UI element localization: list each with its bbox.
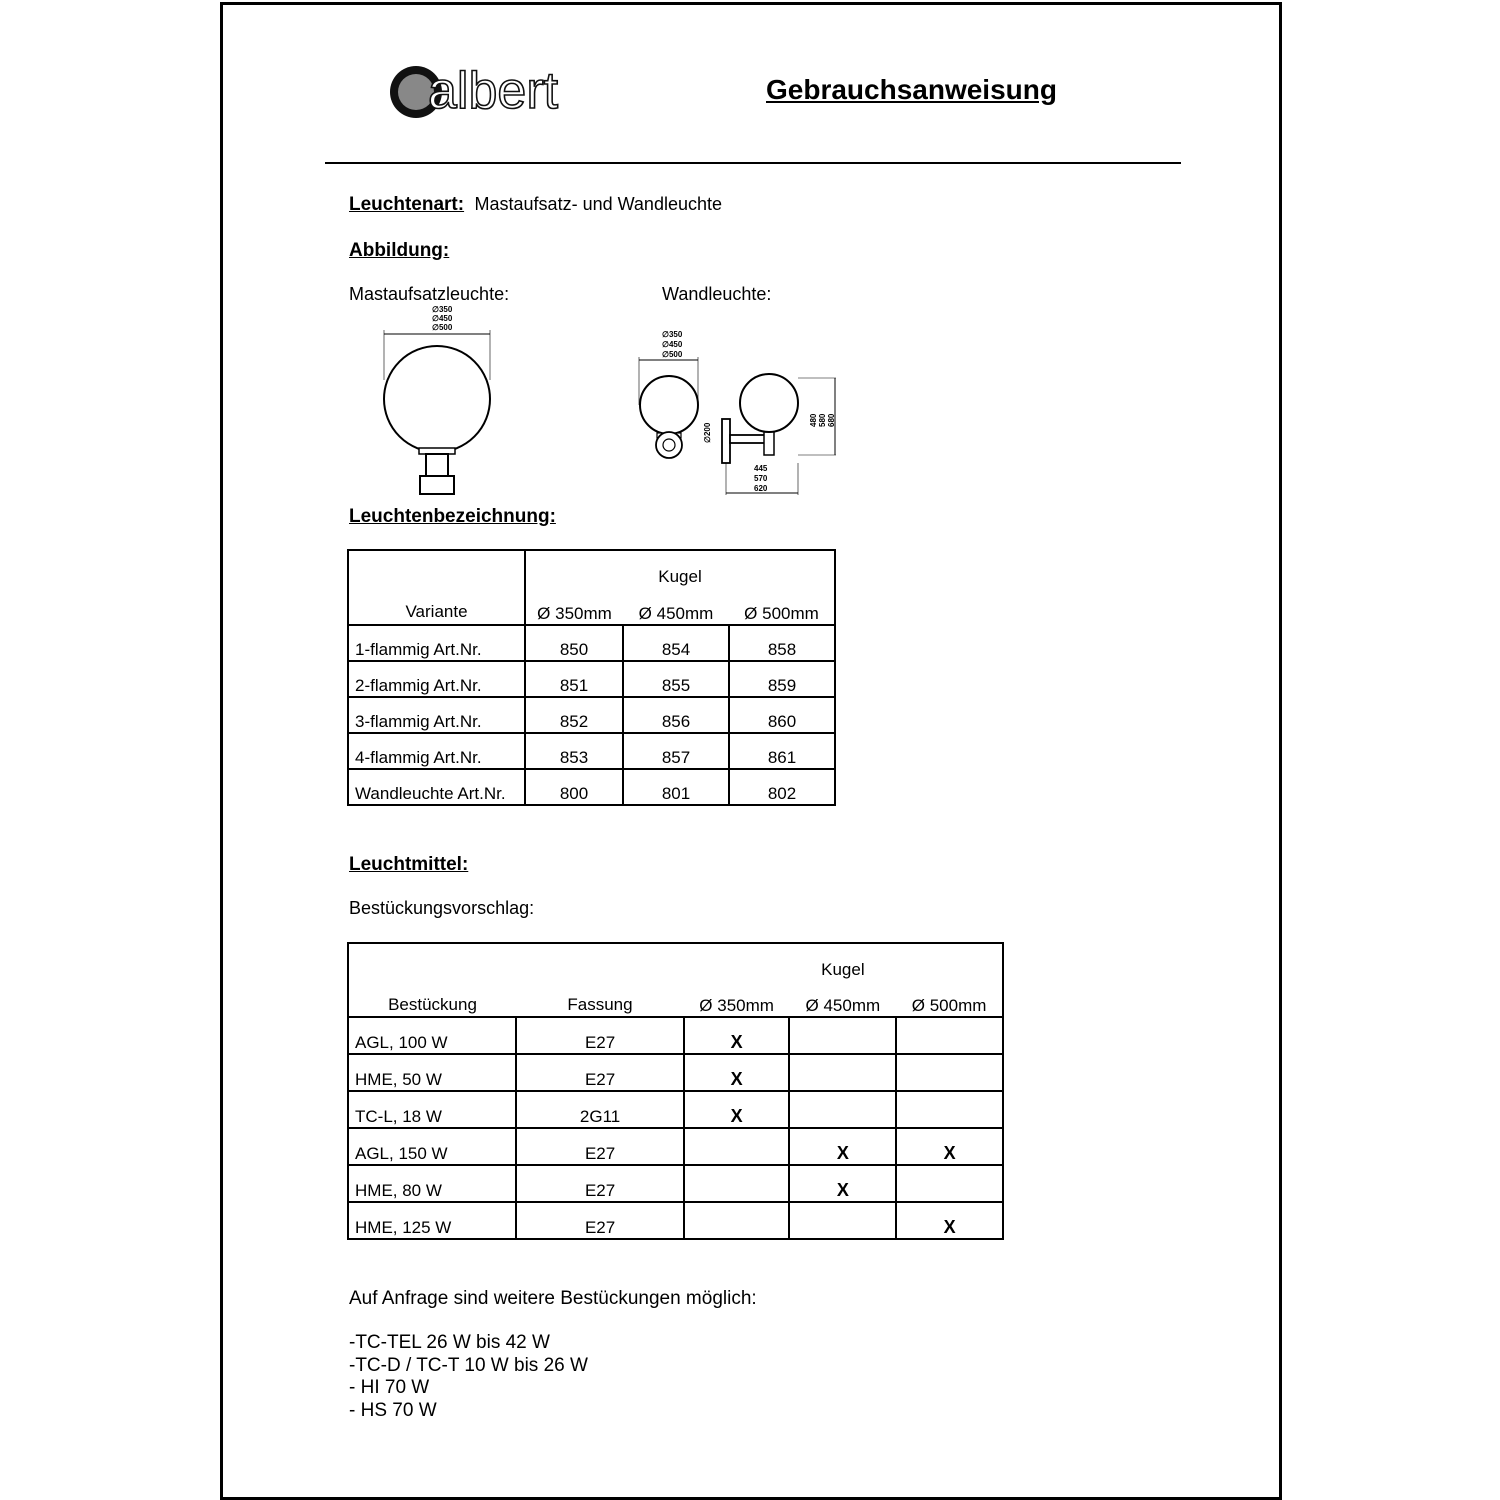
table1-row-name: 2-flammig Art.Nr. bbox=[348, 661, 525, 697]
table2-mark: X bbox=[789, 1128, 896, 1165]
table1-col-350: Ø 350mm bbox=[537, 604, 612, 623]
table2-mark bbox=[684, 1165, 790, 1202]
table1-cell: 801 bbox=[623, 769, 729, 805]
header-divider bbox=[325, 162, 1181, 164]
globe-icon bbox=[384, 346, 490, 452]
albert-logo bbox=[388, 64, 628, 120]
table2-fassung: E27 bbox=[516, 1128, 683, 1165]
table2-mark bbox=[896, 1054, 1003, 1091]
table-row bbox=[348, 733, 835, 769]
table2-bestueckung-header: Bestückung bbox=[388, 995, 477, 1014]
table1-row-name: 4-flammig Art.Nr. bbox=[348, 733, 525, 769]
table2-mark bbox=[789, 1091, 896, 1128]
table-row bbox=[348, 1054, 1003, 1091]
table2-col-350: Ø 350mm bbox=[699, 996, 774, 1015]
table1-cell: 856 bbox=[623, 697, 729, 733]
wand-dim-200: ∅200 bbox=[703, 422, 712, 443]
table2-mark: X bbox=[896, 1202, 1003, 1239]
table1-cell: 851 bbox=[525, 661, 623, 697]
table2-row-name: AGL, 100 W bbox=[348, 1017, 516, 1054]
table2-mark bbox=[684, 1202, 790, 1239]
table2-row-name: TC-L, 18 W bbox=[348, 1091, 516, 1128]
table2-mark bbox=[684, 1128, 790, 1165]
table-row bbox=[348, 1017, 1003, 1054]
table1-row-name: Wandleuchte Art.Nr. bbox=[348, 769, 525, 805]
table2-fassung: 2G11 bbox=[516, 1091, 683, 1128]
table2-group-header: Kugel bbox=[684, 943, 1003, 981]
table2-row-name: HME, 80 W bbox=[348, 1165, 516, 1202]
mast-lamp-drawing bbox=[370, 300, 510, 500]
anfrage-intro: Auf Anfrage sind weitere Bestückungen möglich: bbox=[349, 1288, 757, 1309]
table2-mark: X bbox=[684, 1054, 790, 1091]
table2-mark: X bbox=[789, 1165, 896, 1202]
table1-row-name: 1-flammig Art.Nr. bbox=[348, 625, 525, 661]
leuchtenbezeichnung-heading: Leuchtenbezeichnung: bbox=[349, 506, 556, 527]
leuchtenart-value: Mastaufsatz- und Wandleuchte bbox=[474, 194, 722, 214]
table1-cell: 861 bbox=[729, 733, 835, 769]
table1-cell: 800 bbox=[525, 769, 623, 805]
abbildung-heading: Abbildung: bbox=[349, 240, 450, 261]
table2-mark: X bbox=[684, 1017, 790, 1054]
article-number-table bbox=[347, 549, 836, 806]
table1-cell: 857 bbox=[623, 733, 729, 769]
table1-cell: 859 bbox=[729, 661, 835, 697]
table2-fassung-header: Fassung bbox=[567, 995, 633, 1014]
list-item: - HI 70 W bbox=[349, 1377, 430, 1398]
table1-col-450: Ø 450mm bbox=[638, 604, 714, 623]
table1-cell: 853 bbox=[525, 733, 623, 769]
wand-width-620: 620 bbox=[754, 484, 768, 493]
table1-cell: 850 bbox=[525, 625, 623, 661]
table2-mark bbox=[789, 1202, 896, 1239]
table-row bbox=[348, 661, 835, 697]
logo-mark-icon bbox=[388, 64, 628, 120]
table1-col-500: Ø 500mm bbox=[729, 588, 835, 624]
table2-col-500: Ø 500mm bbox=[896, 981, 1003, 1017]
leuchtenart-label: Leuchtenart: bbox=[349, 194, 465, 215]
table1-cell: 860 bbox=[729, 697, 835, 733]
document-title: Gebrauchsanweisung bbox=[766, 74, 1057, 105]
lamp-equipment-table bbox=[347, 942, 1004, 1240]
table1-variant-header: Variante bbox=[405, 602, 468, 621]
table2-row-name: AGL, 150 W bbox=[348, 1128, 516, 1165]
table2-mark bbox=[789, 1017, 896, 1054]
table2-mark bbox=[896, 1017, 1003, 1054]
table2-row-name: HME, 125 W bbox=[348, 1202, 516, 1239]
table-row bbox=[348, 1202, 1003, 1239]
table1-cell: 852 bbox=[525, 697, 623, 733]
table1-cell: 855 bbox=[623, 661, 729, 697]
table1-group-header: Kugel bbox=[525, 550, 835, 588]
list-item: -TC-D / TC-T 10 W bis 26 W bbox=[349, 1354, 588, 1376]
mast-dim-350: ∅350 bbox=[432, 305, 453, 314]
table-row bbox=[348, 1091, 1003, 1128]
mast-dim-500: ∅500 bbox=[432, 323, 453, 332]
wand-height-480: 480 bbox=[809, 413, 818, 427]
wand-dim-500: ∅500 bbox=[662, 350, 683, 359]
table1-cell: 858 bbox=[729, 625, 835, 661]
wand-dim-350: ∅350 bbox=[662, 330, 683, 339]
list-item: - HS 70 W bbox=[349, 1399, 437, 1421]
table2-col-450: Ø 450mm bbox=[805, 996, 881, 1015]
table2-fassung: E27 bbox=[516, 1165, 683, 1202]
list-item: -TC-TEL 26 W bis 42 W bbox=[349, 1332, 550, 1353]
wand-width-445: 445 bbox=[754, 464, 768, 473]
table2-row-name: HME, 50 W bbox=[348, 1054, 516, 1091]
table1-cell: 854 bbox=[623, 625, 729, 661]
wand-height-680: 680 bbox=[827, 413, 836, 427]
table2-mark bbox=[789, 1054, 896, 1091]
table1-cell: 802 bbox=[729, 769, 835, 805]
table1-row-name: 3-flammig Art.Nr. bbox=[348, 697, 525, 733]
table-row bbox=[348, 1128, 1003, 1165]
table-row bbox=[348, 697, 835, 733]
logo-text: albert bbox=[428, 64, 559, 120]
table2-mark bbox=[896, 1091, 1003, 1128]
wand-height-580: 580 bbox=[818, 413, 827, 427]
wand-caption: Wandleuchte: bbox=[662, 284, 772, 304]
table2-fassung: E27 bbox=[516, 1054, 683, 1091]
mast-dim-450: ∅450 bbox=[432, 314, 453, 323]
table2-mark bbox=[896, 1165, 1003, 1202]
table-row bbox=[348, 769, 835, 805]
wand-width-570: 570 bbox=[754, 474, 768, 483]
table2-fassung: E27 bbox=[516, 1202, 683, 1239]
table2-mark: X bbox=[896, 1128, 1003, 1165]
table-row bbox=[348, 1165, 1003, 1202]
wand-dim-450: ∅450 bbox=[662, 340, 683, 349]
table-row bbox=[348, 625, 835, 661]
wall-lamp-drawing bbox=[630, 325, 850, 500]
bestueckung-subtitle: Bestückungsvorschlag: bbox=[349, 898, 535, 918]
table2-fassung: E27 bbox=[516, 1017, 683, 1054]
leuchtenart-row bbox=[349, 194, 722, 216]
leuchtmittel-heading: Leuchtmittel: bbox=[349, 854, 469, 875]
mast-caption: Mastaufsatzleuchte: bbox=[349, 284, 510, 304]
anfrage-list bbox=[349, 1332, 588, 1422]
table2-mark: X bbox=[684, 1091, 790, 1128]
